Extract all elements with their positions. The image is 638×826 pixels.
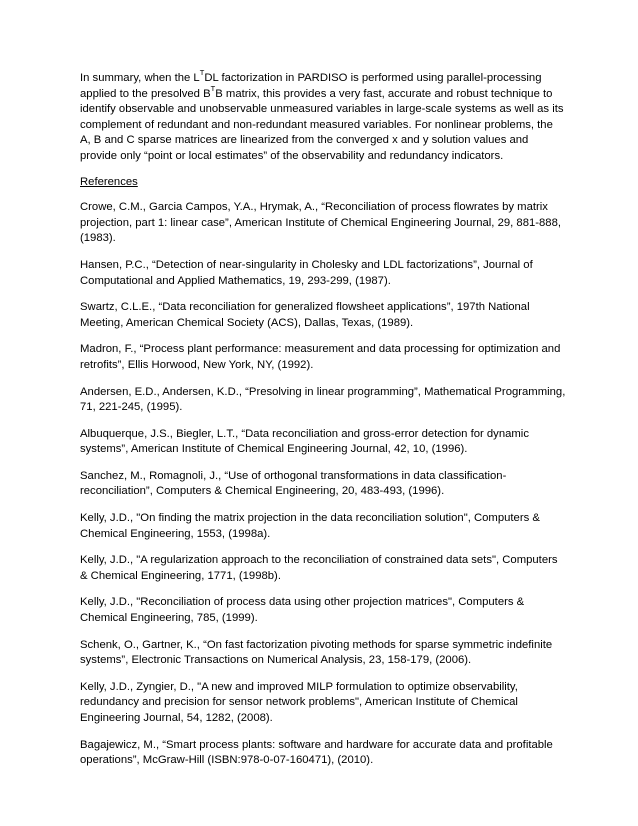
- reference-item: Swartz, C.L.E., “Data reconciliation for generalized flowsheet applications”, 197th National Meeting, American Chemical Society (ACS), Dallas, Texas, (1989).: [80, 301, 530, 329]
- summary-text-3: B matrix, this provides a very fast, accurate and robust technique to identify observable and unobservable unmeasured variables in large-scale systems as well as its complement of redundant and non-redundant measured variables. For nonlinear problems, the A, B and C sparse matrices are linearized from the converged x and y solution values and provide only “point or local estimates” of the observability and redundancy indicators.: [80, 87, 564, 162]
- reference-item: Kelly, J.D., "On finding the matrix projection in the data reconciliation solution", Computers & Chemical Engineering, 1553, (1998a).: [80, 512, 540, 540]
- references-list: [80, 200, 566, 769]
- document-page: [80, 68, 566, 780]
- reference-item: Albuquerque, J.S., Biegler, L.T., “Data reconciliation and gross-error detection for dynamic systems”, American Institute of Chemical Engineering Journal, 42, 10, (1996).: [80, 427, 529, 456]
- transpose-superscript-1: T: [199, 68, 205, 78]
- reference-item: Crowe, C.M., Garcia Campos, Y.A., Hrymak, A., “Reconciliation of process flowrates by matrix projection, part 1: linear case”, American Institute of Chemical Engineering Journal, 29, 881-888, (1983).: [80, 201, 562, 245]
- summary-text-1: In summary, when the L: [80, 72, 200, 84]
- summary-text-2: DL factorization in PARDISO is performed using parallel-processing applied to the presolved B: [80, 72, 542, 100]
- reference-item: Andersen, E.D., Andersen, K.D., “Presolving in linear programming”, Mathematical Programming, 71, 221-245, (1995).: [80, 385, 566, 414]
- reference-item: Schenk, O., Gartner, K., “On fast factorization pivoting methods for sparse symmetric indefinite systems”, Electronic Transactions on Numerical Analysis, 23, 158-179, (2006).: [80, 638, 553, 667]
- reference-item: Kelly, J.D., "Reconciliation of process data using other projection matrices", Computers & Chemical Engineering, 785, (1999).: [80, 596, 525, 625]
- summary-paragraph: [80, 68, 566, 165]
- references-heading: References: [80, 175, 138, 188]
- transpose-superscript-2: T: [210, 83, 216, 93]
- reference-item: Sanchez, M., Romagnoli, J., “Use of orthogonal transformations in data classification-reconciliation”, Computers & Chemical Engineering, 20, 483-493, (1996).: [80, 469, 507, 498]
- reference-item: Kelly, J.D., Zyngier, D., "A new and improved MILP formulation to optimize observability, redundancy and precision for sensor network problems", American Institute of Chemical Engineering Journal, 54, 1282, (2008).: [80, 680, 518, 724]
- reference-item: Madron, F., “Process plant performance: measurement and data processing for optimization and retrofits”, Ellis Horwood, New York, NY, (1992).: [80, 343, 561, 371]
- reference-item: Bagajewicz, M., “Smart process plants: software and hardware for accurate data and profitable operations”, McGraw-Hill (ISBN:978-0-07-160471), (2010).: [80, 738, 553, 767]
- reference-item: Hansen, P.C., “Detection of near-singularity in Cholesky and LDL factorizations”, Journal of Computational and Applied Mathematics, 19, 293-299, (1987).: [80, 258, 533, 287]
- reference-item: Kelly, J.D., "A regularization approach to the reconciliation of constrained data sets", Computers & Chemical Engineering, 1771, (1998b).: [80, 554, 558, 582]
